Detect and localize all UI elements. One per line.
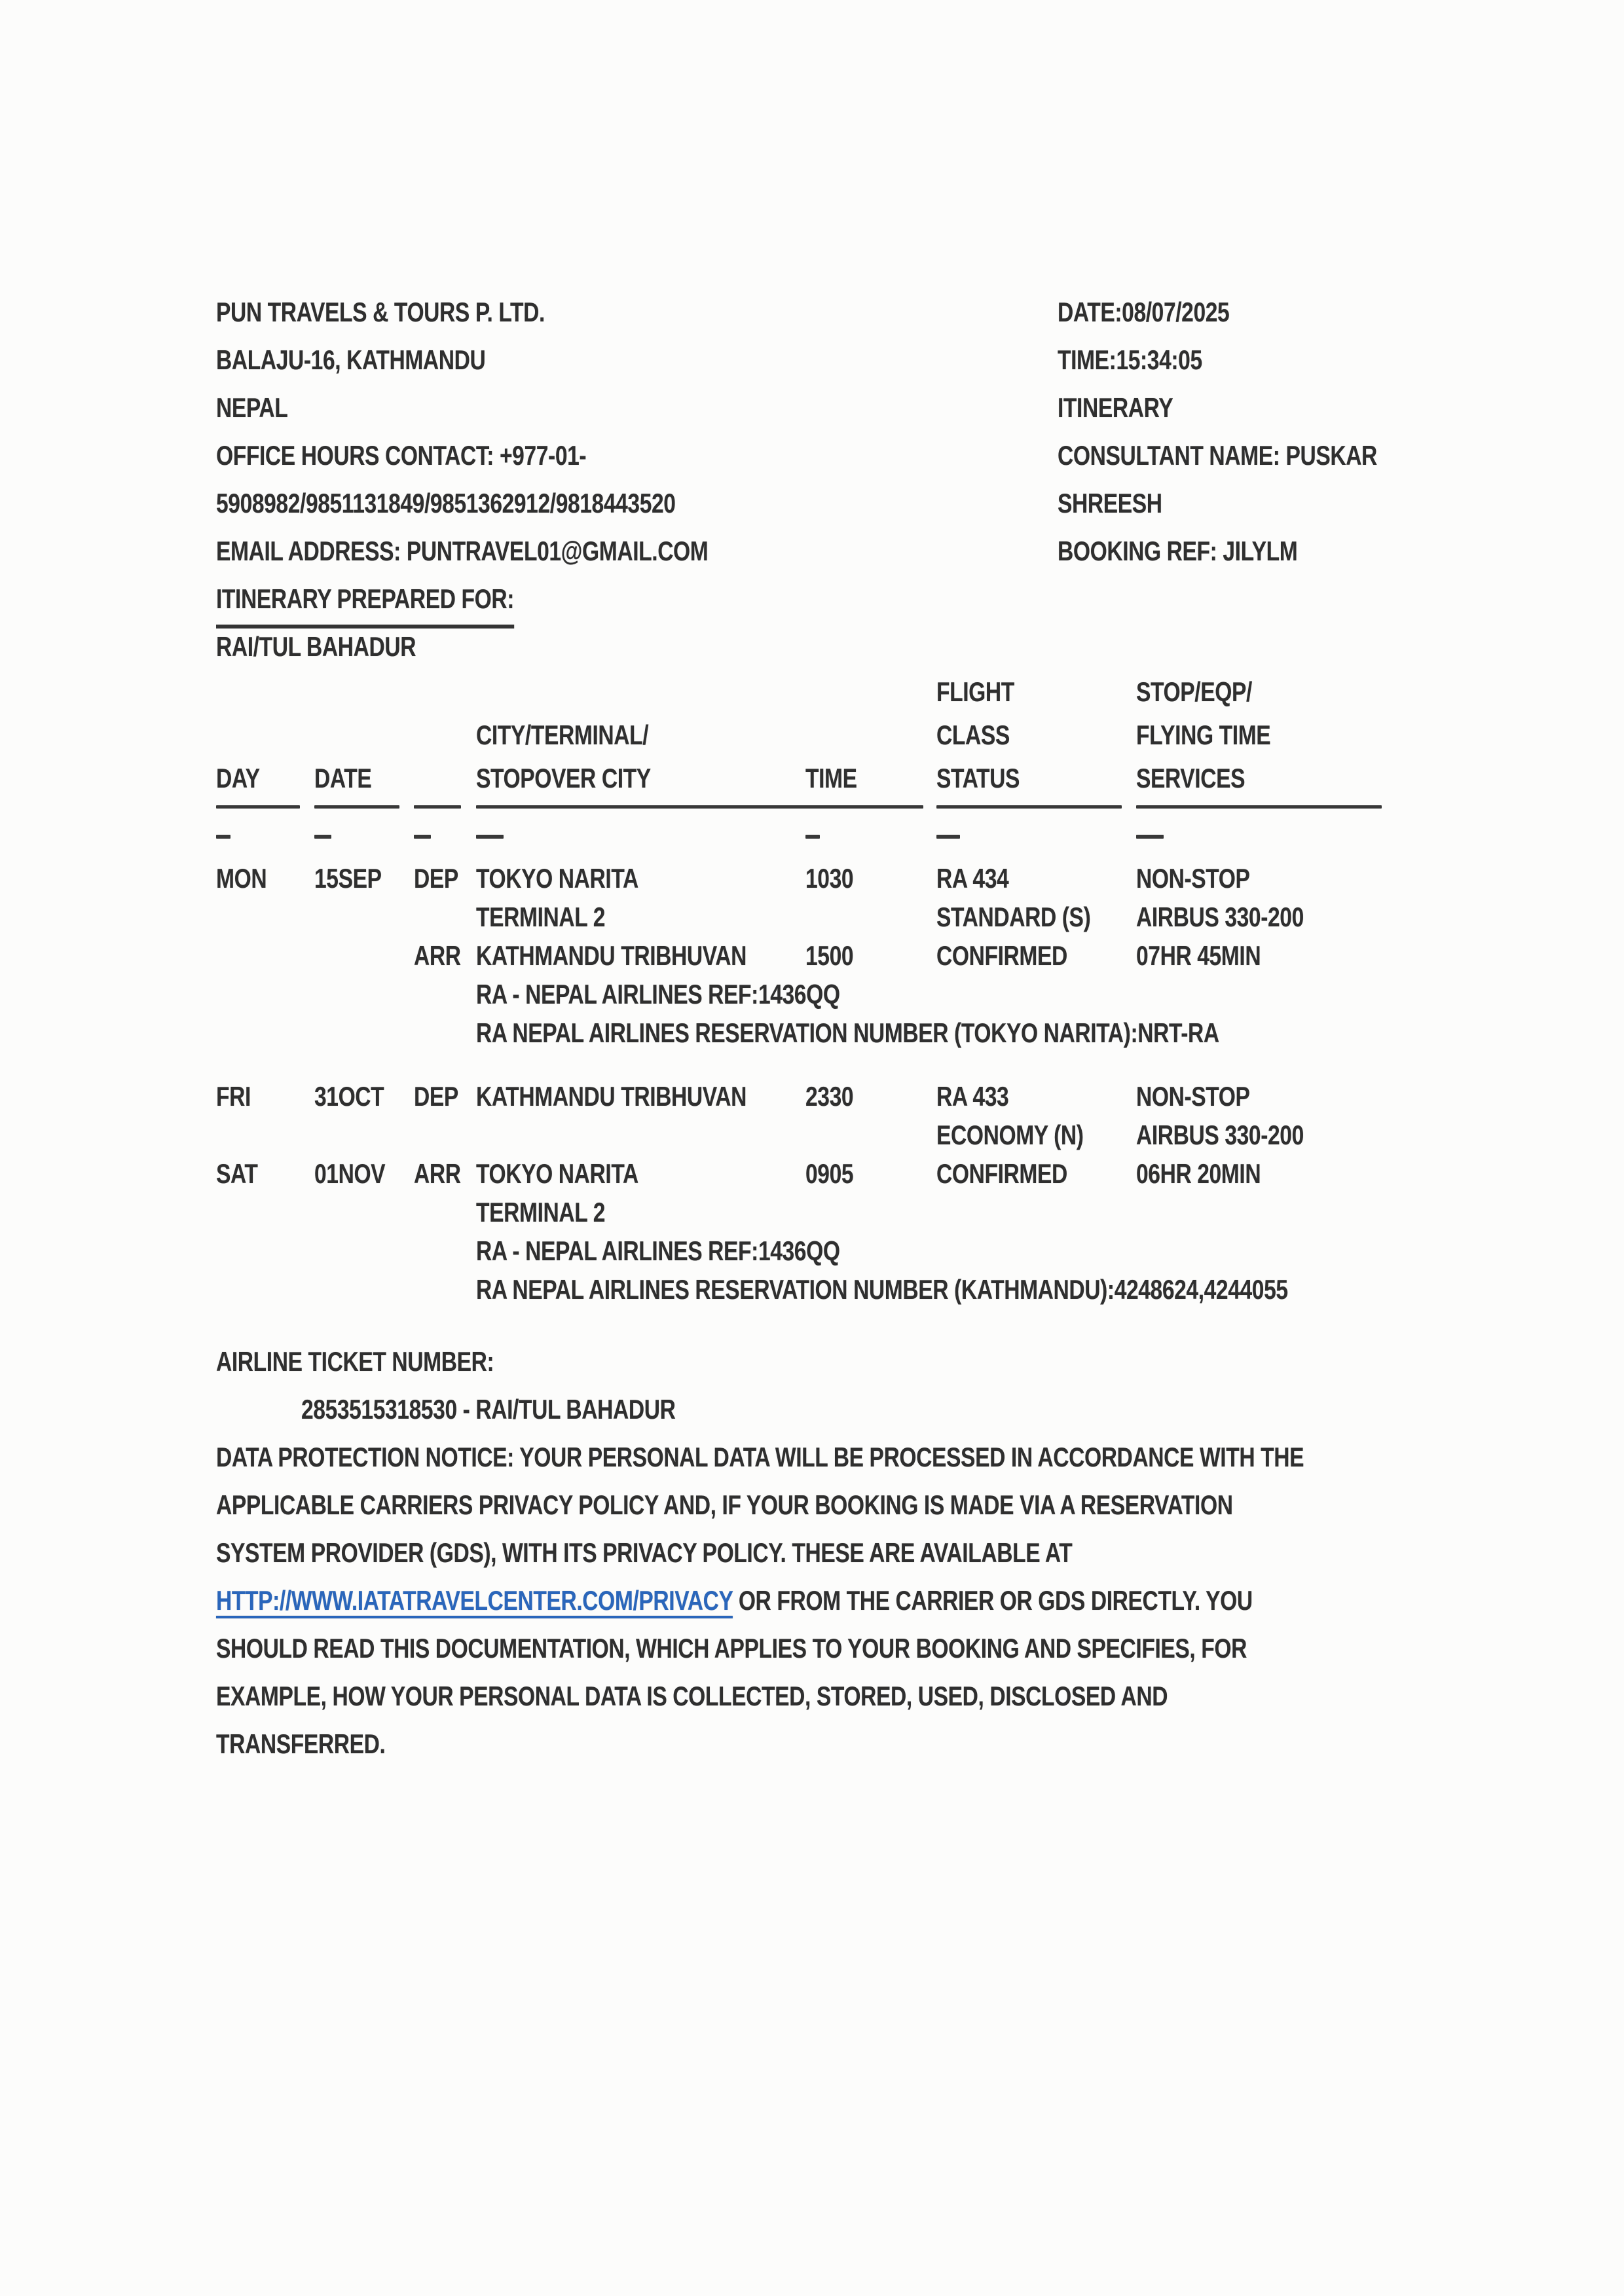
flight-row (216, 1231, 1401, 1270)
notice-link-line-rest: OR FROM THE CARRIER OR GDS DIRECTLY. YOU (732, 1585, 1253, 1616)
cell-text: 15SEP (314, 863, 382, 894)
agency-address-line: BALAJU-16, KATHMANDU (216, 344, 486, 375)
cell-text: TOKYO NARITA (476, 863, 638, 894)
table-header-cell (1136, 670, 1401, 720)
table-header-cell (414, 714, 476, 763)
table-header-cell (216, 670, 314, 720)
cell-text: SAT (216, 1158, 258, 1189)
table-header-cell (414, 670, 476, 720)
separator-cell (314, 813, 414, 859)
issue-date: DATE:08/07/2025 (1058, 297, 1230, 327)
agency-country: NEPAL (216, 392, 288, 423)
table-header-cell (216, 757, 314, 807)
document-type: ITINERARY (1058, 392, 1173, 423)
cell-text: CITY/TERMINAL/ (476, 720, 649, 750)
agency-name: PUN TRAVELS & TOURS P. LTD. (216, 297, 545, 327)
cell-text: NON-STOP (1136, 863, 1250, 894)
table-header-cell (1136, 757, 1401, 807)
document-content (216, 288, 1401, 1768)
booking-meta (1058, 288, 1457, 575)
separator-cell (1136, 813, 1401, 859)
separator-cell (805, 813, 936, 859)
flight-row (216, 898, 1401, 936)
table-header-cell (216, 714, 314, 763)
cell-text: KATHMANDU TRIBHUVAN (476, 1081, 747, 1112)
separator-dash (1136, 835, 1164, 839)
flight-row (216, 859, 1401, 898)
separator-line (314, 805, 399, 809)
table-header-cell (414, 757, 476, 807)
separator-cell (414, 800, 476, 813)
flight-row (216, 1154, 1401, 1193)
table-header-cell (476, 757, 805, 807)
flight-row (216, 936, 1401, 975)
cell-text: CONFIRMED (936, 1158, 1067, 1189)
notice-line: EXAMPLE, HOW YOUR PERSONAL DATA IS COLLECTED, STORED, USED, DISCLOSED AND (216, 1681, 1168, 1711)
separator-cell (936, 813, 1136, 859)
cell-text: 01NOV (314, 1158, 386, 1189)
table-cell (314, 936, 414, 981)
separator-dash (216, 835, 231, 839)
cell-text: 1030 (805, 863, 854, 894)
cell-text: DAY (216, 763, 260, 793)
agency-email: EMAIL ADDRESS: PUNTRAVEL01@GMAIL.COM (216, 536, 709, 566)
separator-dash (476, 835, 504, 839)
cell-text: STANDARD (S) (936, 902, 1091, 932)
separator-line (216, 805, 300, 809)
table-cell (414, 936, 476, 981)
cell-text: TOKYO NARITA (476, 1158, 638, 1189)
table-cell (414, 1154, 476, 1199)
cell-text: STOP/EQP/ (1136, 676, 1252, 707)
cell-text: 06HR 20MIN (1136, 1158, 1261, 1189)
separator-cell (216, 813, 314, 859)
table-cell-span (476, 1270, 1401, 1315)
flight-table (216, 670, 1401, 1309)
cell-text: ECONOMY (N) (936, 1120, 1084, 1150)
cell-text: CONFIRMED (936, 940, 1067, 971)
separator-cell (314, 800, 414, 813)
cell-text: NON-STOP (1136, 1081, 1250, 1112)
flight-row (216, 1116, 1401, 1154)
separator-cell (1136, 800, 1401, 813)
cell-text: 31OCT (314, 1081, 384, 1112)
table-header-cell (936, 757, 1136, 807)
cell-text: STOPOVER CITY (476, 763, 651, 793)
flight-row (216, 1077, 1401, 1116)
cell-text: 0905 (805, 1158, 854, 1189)
cell-text: CLASS (936, 720, 1010, 750)
cell-text: KATHMANDU TRIBHUVAN (476, 940, 747, 971)
table-cell-span (476, 1013, 1401, 1059)
separator-line (1136, 805, 1382, 809)
cell-text: RA 434 (936, 863, 1009, 894)
notice-line: SYSTEM PROVIDER (GDS), WITH ITS PRIVACY POLICY. THESE ARE AVAILABLE AT (216, 1537, 1073, 1568)
separator-cell (936, 800, 1136, 813)
agency-contact-label: OFFICE HOURS CONTACT: +977-01- (216, 440, 587, 471)
cell-text: ARR (414, 1158, 461, 1189)
cell-text: STATUS (936, 763, 1020, 793)
cell-text: TERMINAL 2 (476, 902, 605, 932)
cell-text: MON (216, 863, 267, 894)
agency-phone-numbers: 5908982/9851131849/9851362912/9818443520 (216, 488, 676, 519)
table-header-row (216, 670, 1401, 714)
table-header-cell (314, 670, 414, 720)
consultant-name-line2: SHREESH (1058, 488, 1162, 519)
data-protection-notice (216, 1433, 1401, 1768)
cell-text: RA - NEPAL AIRLINES REF:1436QQ (476, 1235, 840, 1266)
table-cell (314, 1154, 414, 1199)
separator-cell (476, 813, 805, 859)
cell-text: TIME (805, 763, 857, 793)
separator-dash (805, 835, 820, 839)
flight-row (216, 1013, 1401, 1052)
cell-text: TERMINAL 2 (476, 1197, 605, 1228)
cell-text: AIRBUS 330-200 (1136, 1120, 1304, 1150)
prepared-for-label: ITINERARY PREPARED FOR: (216, 575, 514, 629)
separator-cell (476, 800, 805, 813)
cell-text: DEP (414, 863, 458, 894)
separator-rule-row (216, 800, 1401, 813)
separator-dash-row (216, 813, 1401, 859)
notice-link-line (216, 1576, 1253, 1624)
separator-cell (805, 800, 936, 813)
notice-line: APPLICABLE CARRIERS PRIVACY POLICY AND, IF YOUR BOOKING IS MADE VIA A RESERVATION (216, 1489, 1233, 1520)
table-header-cell (936, 670, 1136, 720)
separator-line (414, 805, 461, 809)
table-header-cell (805, 757, 936, 807)
table-header-cell (476, 714, 805, 763)
prepared-for-section (216, 575, 1401, 670)
separator-dash (936, 835, 960, 839)
cell-text: DEP (414, 1081, 458, 1112)
cell-text: AIRBUS 330-200 (1136, 902, 1304, 932)
notice-line: SHOULD READ THIS DOCUMENTATION, WHICH APPLIES TO YOUR BOOKING AND SPECIFIES, FOR (216, 1633, 1247, 1664)
cell-text: FRI (216, 1081, 251, 1112)
separator-cell (414, 813, 476, 859)
notice-line: TRANSFERRED. (216, 1728, 386, 1759)
table-cell (216, 1154, 314, 1199)
passenger-name: RAI/TUL BAHADUR (216, 631, 416, 662)
notice-line: DATA PROTECTION NOTICE: YOUR PERSONAL DATA WILL BE PROCESSED IN ACCORDANCE WITH THE (216, 1442, 1304, 1472)
cell-text: RA NEPAL AIRLINES RESERVATION NUMBER (TOKYO NARITA):NRT-RA (476, 1017, 1219, 1048)
ticket-section (216, 1338, 1401, 1433)
separator-line (476, 805, 813, 809)
issue-time: TIME:15:34:05 (1058, 344, 1202, 375)
table-header-cell (476, 670, 805, 720)
separator-line (936, 805, 1122, 809)
table-header-cell (1136, 714, 1401, 763)
table-header-cell (805, 714, 936, 763)
separator-dash (314, 835, 331, 839)
cell-text: FLIGHT (936, 676, 1014, 707)
privacy-policy-link[interactable]: HTTP://WWW.IATATRAVELCENTER.COM/PRIVACY (216, 1585, 733, 1616)
table-cell (216, 936, 314, 981)
table-header-cell (805, 670, 936, 720)
separator-line (805, 805, 923, 809)
cell-text: FLYING TIME (1136, 720, 1271, 750)
ticket-number-label: AIRLINE TICKET NUMBER: (216, 1346, 494, 1377)
table-header-cell (936, 714, 1136, 763)
cell-text: RA 433 (936, 1081, 1009, 1112)
separator-dash (414, 835, 431, 839)
table-header-row (216, 714, 1401, 757)
cell-text: SERVICES (1136, 763, 1246, 793)
table-header-cell (314, 757, 414, 807)
flight-row (216, 1270, 1401, 1309)
document-header (216, 288, 1401, 575)
cell-text: 2330 (805, 1081, 854, 1112)
consultant-name-line1: CONSULTANT NAME: PUSKAR (1058, 440, 1377, 471)
cell-text: 07HR 45MIN (1136, 940, 1261, 971)
table-header-cell (314, 714, 414, 763)
cell-text: 1500 (805, 940, 854, 971)
separator-cell (216, 800, 314, 813)
booking-ref: BOOKING REF: JILYLM (1058, 536, 1298, 566)
cell-text: ARR (414, 940, 461, 971)
cell-text: RA - NEPAL AIRLINES REF:1436QQ (476, 979, 840, 1010)
ticket-number-value: 2853515318530 - RAI/TUL BAHADUR (301, 1394, 676, 1425)
table-header-row (216, 757, 1401, 800)
cell-text: RA NEPAL AIRLINES RESERVATION NUMBER (KATHMANDU):4248624,4244055 (476, 1274, 1288, 1305)
cell-text: DATE (314, 763, 372, 793)
